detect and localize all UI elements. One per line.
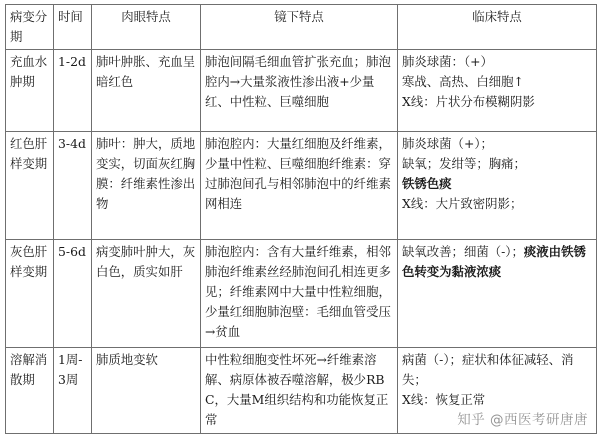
clinical-line: 寒战、高热、白细胞↑ — [402, 74, 524, 89]
watermark: 知乎 @西医考研唐唐 — [457, 412, 588, 428]
table-row — [6, 240, 597, 348]
header-stage: 病变分期 — [6, 5, 54, 50]
cell-stage: 灰色肝样变期 — [6, 240, 54, 348]
cell-gross: 肺叶：肿大，质地变实，切面灰红胸膜：纤维素性渗出物 — [92, 132, 201, 240]
clinical-line: 缺氧改善；细菌（-）； — [402, 244, 524, 259]
cell-time: 1周-3周 — [54, 348, 92, 434]
clinical-line: 病菌（-）；症状和体征减轻、消失； — [402, 352, 574, 387]
cell-clinical — [398, 132, 597, 240]
cell-time: 3-4d — [54, 132, 92, 240]
header-micro: 镜下特点 — [201, 5, 398, 50]
clinical-line: 肺炎球菌（+）； — [402, 136, 493, 151]
table-row — [6, 132, 597, 240]
cell-time: 5-6d — [54, 240, 92, 348]
clinical-line: 缺氧；发绀等；胸痛； — [402, 156, 526, 171]
cell-micro: 肺泡腔内：含有大量纤维素，相邻肺泡纤维素丝经肺泡间孔相连更多见；纤维素网中大量中性粒细胞，少量红细胞肺泡壁：毛细血管受压→贫血 — [201, 240, 398, 348]
cell-micro: 肺泡间隔毛细血管扩张充血；肺泡腔内→大量浆液性渗出液+少量红、中性粒、巨噬细胞 — [201, 50, 398, 132]
pneumonia-stages-table — [5, 4, 597, 434]
clinical-line-emphasis: 痰液由铁锈色转变为黏液浓痰 — [402, 244, 586, 279]
cell-stage: 红色肝样变期 — [6, 132, 54, 240]
header-clinical: 临床特点 — [398, 5, 597, 50]
cell-gross: 病变肺叶肿大，灰白色，质实如肝 — [92, 240, 201, 348]
clinical-line: 肺炎球菌：（+） — [402, 54, 493, 69]
cell-gross: 肺质地变软 — [92, 348, 201, 434]
header-row — [6, 5, 597, 50]
clinical-line: X线：大片致密阴影； — [402, 196, 523, 211]
header-gross: 肉眼特点 — [92, 5, 201, 50]
header-time: 时间 — [54, 5, 92, 50]
cell-micro: 肺泡腔内：大量红细胞及纤维素，少量中性粒、巨噬细胞纤维素：穿过肺泡间孔与相邻肺泡中的纤维素网相连 — [201, 132, 398, 240]
cell-clinical — [398, 50, 597, 132]
clinical-line: X线：恢复正常 — [402, 392, 486, 407]
clinical-line: X线：片状分布模糊阴影 — [402, 94, 535, 109]
table-row — [6, 50, 597, 132]
cell-gross: 肺叶肿胀、充血呈暗红色 — [92, 50, 201, 132]
cell-stage: 充血水肿期 — [6, 50, 54, 132]
cell-micro: 中性粒细胞变性坏死→纤维素溶解、病原体被吞噬溶解，极少RBC，大量M组织结构和功能恢复正常 — [201, 348, 398, 434]
clinical-line-emphasis: 铁锈色痰 — [402, 176, 452, 191]
cell-stage: 溶解消散期 — [6, 348, 54, 434]
cell-clinical — [398, 240, 597, 348]
cell-time: 1-2d — [54, 50, 92, 132]
